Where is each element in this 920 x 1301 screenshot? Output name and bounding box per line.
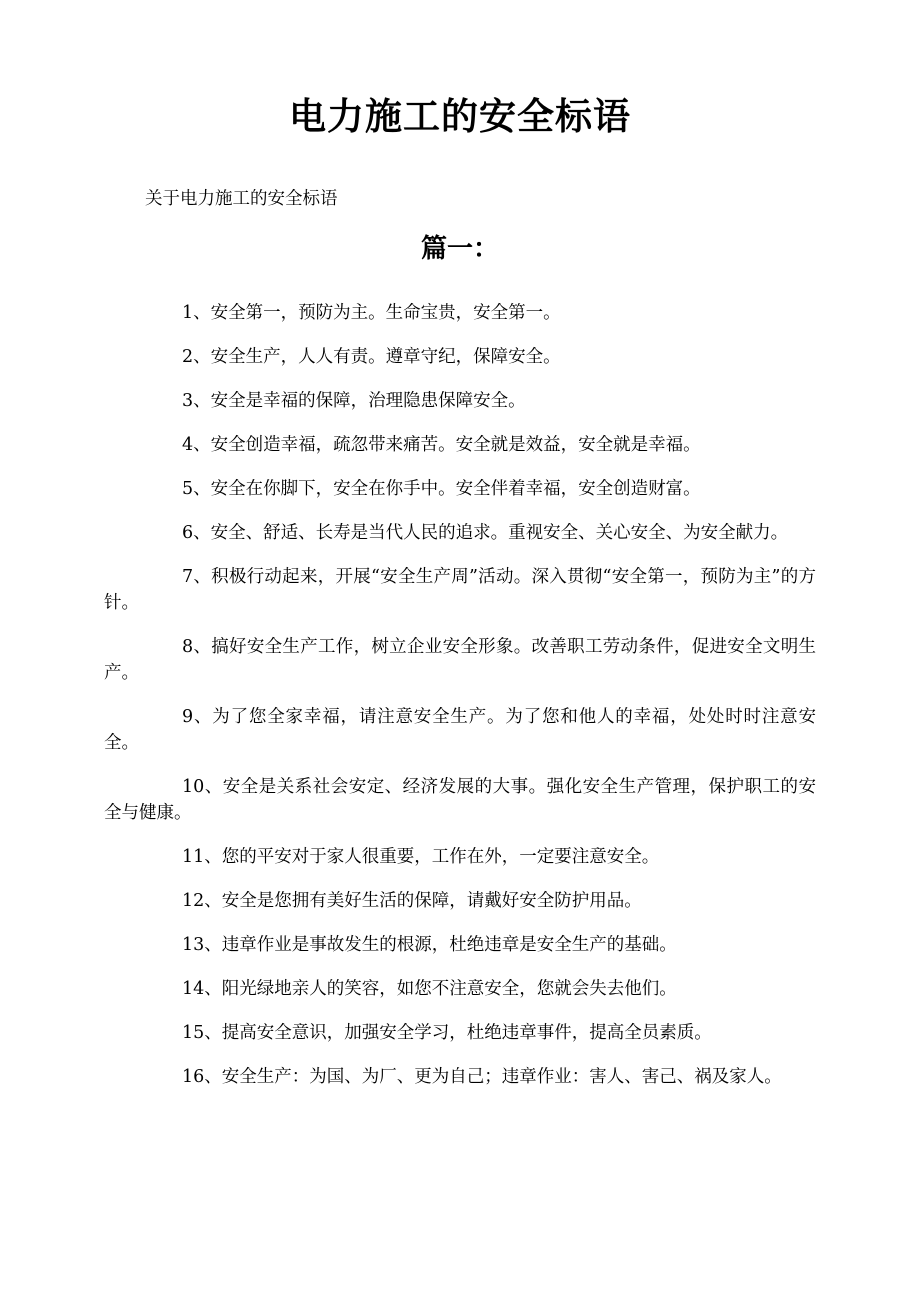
list-item: 6、安全、舒适、长寿是当代人民的追求。重视安全、关心安全、为安全献力。 bbox=[182, 523, 789, 543]
list-item: 3、安全是幸福的保障，治理隐患保障安全。 bbox=[182, 391, 526, 411]
list-item: 1、安全第一，预防为主。生命宝贵，安全第一。 bbox=[182, 303, 561, 323]
section-heading: 篇一： bbox=[420, 234, 499, 264]
page-title: 电力施工的安全标语 bbox=[289, 94, 631, 138]
list-item: 7、积极行动起来，开展“安全生产周”活动。深入贯彻“安全第一，预防为主”的方针。 bbox=[104, 567, 816, 613]
list-item: 13、违章作业是事故发生的根源，杜绝违章是安全生产的基础。 bbox=[182, 935, 677, 955]
list-item: 8、搞好安全生产工作，树立企业安全形象。改善职工劳动条件，促进安全文明生产。 bbox=[104, 637, 816, 683]
slogan-list bbox=[104, 300, 816, 1108]
list-item: 15、提高安全意识，加强安全学习，杜绝违章事件，提高全员素质。 bbox=[182, 1023, 712, 1043]
list-item: 12、安全是您拥有美好生活的保障，请戴好安全防护用品。 bbox=[182, 891, 642, 911]
list-item: 11、您的平安对于家人很重要，工作在外，一定要注意安全。 bbox=[182, 847, 660, 867]
list-item: 4、安全创造幸福，疏忽带来痛苦。安全就是效益，安全就是幸福。 bbox=[182, 435, 701, 455]
page-subtitle: 关于电力施工的安全标语 bbox=[145, 189, 338, 209]
list-item: 2、安全生产，人人有责。遵章守纪，保障安全。 bbox=[182, 347, 561, 367]
list-item: 16、安全生产：为国、为厂、更为自己；违章作业：害人、害己、祸及家人。 bbox=[182, 1067, 782, 1087]
list-item: 5、安全在你脚下，安全在你手中。安全伴着幸福，安全创造财富。 bbox=[182, 479, 701, 499]
list-item: 14、阳光绿地亲人的笑容，如您不注意安全，您就会失去他们。 bbox=[182, 979, 677, 999]
list-item: 10、安全是关系社会安定、经济发展的大事。强化安全生产管理，保护职工的安全与健康。 bbox=[104, 777, 816, 823]
list-item: 9、为了您全家幸福，请注意安全生产。为了您和他人的幸福，处处时时注意安全。 bbox=[104, 707, 816, 753]
